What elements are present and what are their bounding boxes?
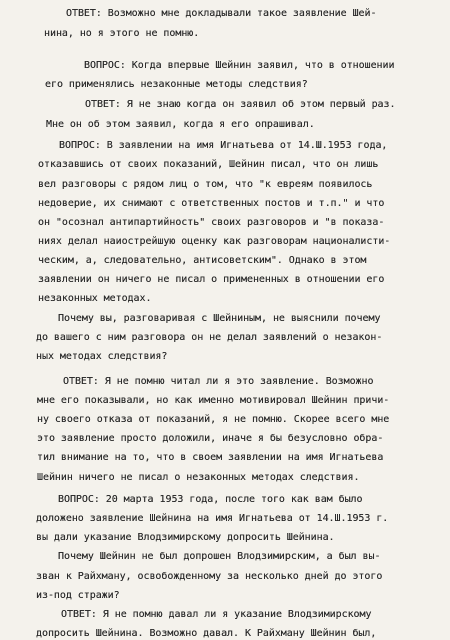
text-line: он "осознал антипартийность" своих разговоров и "в показа- (38, 216, 385, 228)
text-line: ниях делал наиострейшую оценку как разговорам националисти- (38, 236, 391, 247)
text-line: ОТВЕТ: Я не помню давал ли я указание Влодзимирскому (61, 608, 372, 620)
text-line: нина, но я этого не помню. (44, 28, 200, 39)
text-line: Почему Шейнин не был допрошен Влодзимирским, а был вы- (58, 551, 381, 563)
text-line: мне его показывали, но как именно мотивировал Шейнин причи- (37, 395, 390, 406)
text-line: Шейнин ничего не писал о незаконных методах следствия. (37, 471, 360, 483)
text-line: вы дали указание Влодзимирскому допросить Шейнина. (36, 532, 335, 544)
text-line: ОТВЕТ: Я не помню читал ли я это заявление. Возможно (63, 375, 374, 387)
text-line: тил внимание на то, что в своем заявлении на имя Игнатьева (37, 452, 384, 464)
text-line: отказавшись от своих показаний, Шейнин писал, что он лишь (38, 158, 379, 170)
text-line: ВОПРОС: Когда впервые Шейнин заявил, что в отношении (84, 59, 395, 71)
text-line: недоверие, их снимают с ответственных постов и т.п." и что (38, 197, 385, 209)
text-line: это заявление просто доложили, иначе я бы безусловно обра- (37, 433, 384, 445)
text-line: Мне он об этом заявил, когда я его опрашивал. (46, 118, 315, 130)
text-line: доложено заявление Шейнина на имя Игнатьева от 14.Ш.1953 г. (36, 513, 389, 525)
text-line: ВОПРОС: 20 марта 1953 года, после того как вам было (58, 494, 363, 505)
text-line: его применялись незаконные методы следствия? (45, 78, 308, 90)
text-line: зван к Райхману, освобожденному за несколько дней до этого (36, 570, 383, 582)
text-line: до вашего с ним разговора он не делал заявлений о незакон- (36, 331, 383, 343)
text-line: Почему вы, разговаривая с Шейниным, не выяснили почему (58, 312, 381, 324)
text-line: ных методах следствия? (36, 350, 168, 362)
text-line: незаконных методах. (38, 293, 152, 305)
text-line: допросить Шейнина. Возможно давал. К Райхману Шейнин был, (36, 628, 377, 639)
text-line: заявлении он ничего не писал о примененных в отношении его (38, 274, 385, 286)
text-line: ческим, а, следовательно, антисоветским". Однако в этом (38, 255, 367, 267)
text-line: вел разговоры с рядом лиц о том, что "к евреям появилось (38, 178, 373, 190)
text-line: ВОПРОС: В заявлении на имя Игнатьева от 14.Ш.1953 года, (59, 139, 388, 151)
text-line: из-под стражи? (36, 589, 120, 601)
text-line: ОТВЕТ: Я не знаю когда он заявил об этом первый раз. (85, 98, 396, 110)
text-line: ОТВЕТ: Возможно мне докладывали такое заявление Шей- (66, 8, 377, 19)
text-line: ну своего отказа от показаний, я не помню. Скорее всего мне (37, 414, 390, 426)
